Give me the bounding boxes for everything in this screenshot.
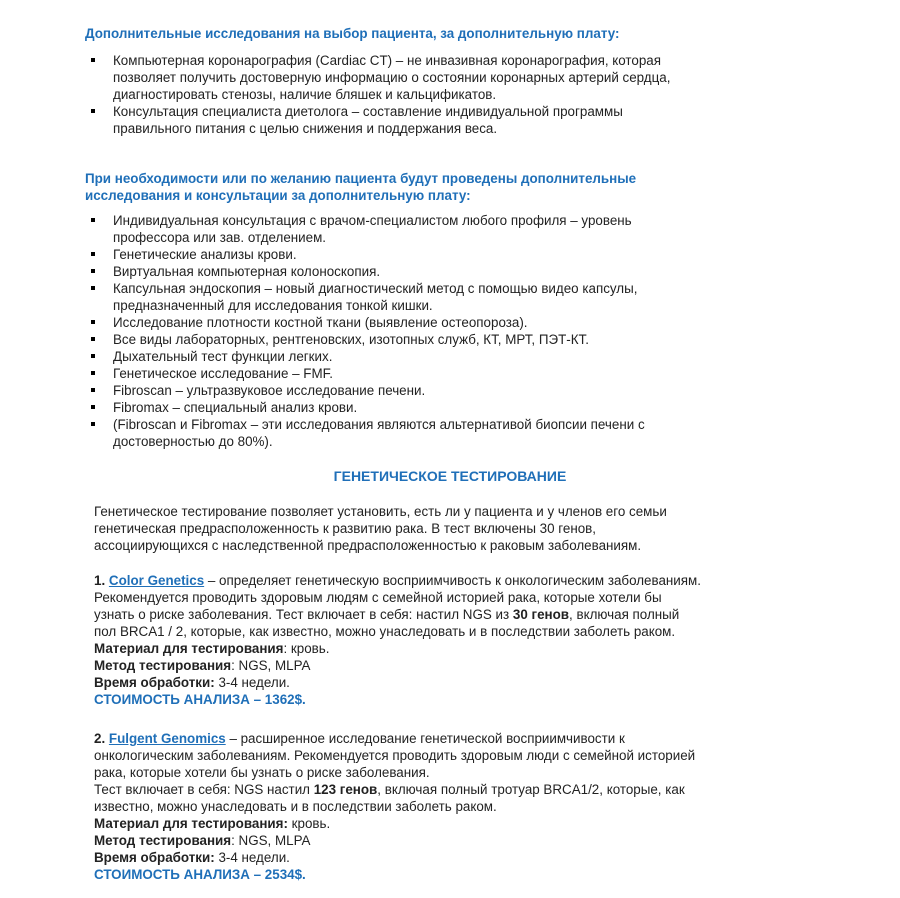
test-fulgent-genomics: 2. Fulgent Genomics – расширенное исследование генетической восприимчивости к онкологическим заболеваниям. Рекомендуется проводить здоровым люди с семейной историей рака, которые хотели бы узнать о риске заболевания. Тест включает в себя: NGS настил 123 генов, включая полный тротуар BRCA1/2, которые, как известно, можно унаследовать и в последствии заболеть раком. Материал для тестирования: кровь. Метод тестирования: NGS, MLPA Время обработки: 3-4 недели. СТОИМОСТЬ АНАЛИЗА – 2534$. — [94, 731, 696, 882]
optional-tests-list — [85, 52, 805, 137]
material-label: Материал для тестирования — [94, 641, 284, 656]
list-item: Fibroscan – ультразвуковое исследование печени. — [85, 382, 805, 399]
list-item: Исследование плотности костной ткани (выявление остеопороза). — [85, 314, 805, 331]
list-item: Капсульная эндоскопия – новый диагностический метод с помощью видео капсулы, предназначенный для исследования тонкой кишки. — [85, 280, 805, 314]
genetic-intro: Генетическое тестирование позволяет установить, есть ли у пациента и у членов его семьи генетическая предрасположенность к развитию рака. В тест включены 30 генов, ассоциирующихся с наследственной предрасположенностью к раковым заболеваниям. — [94, 504, 667, 553]
list-item: (Fibroscan и Fibromax – эти исследования являются альтернативой биопсии печени с достоверностью до 80%). — [85, 416, 805, 450]
list-item: Генетические анализы крови. — [85, 246, 805, 263]
list-item: Fibromax – специальный анализ крови. — [85, 399, 805, 416]
time-label: Время обработки: — [94, 850, 215, 865]
method-label: Метод тестирования — [94, 658, 232, 673]
list-item: Компьютерная коронарография (Cardiac CT) – не инвазивная коронарография, которая позволяет получить достоверную информацию о состоянии коронарных артерий сердца, диагностировать стенозы, наличие бляшек и кальцификатов. — [85, 52, 805, 103]
price-label: СТОИМОСТЬ АНАЛИЗА – 1362$. — [94, 692, 306, 707]
section-heading-additional: При необходимости или по желанию пациента будут проведены дополнительные исследования и консультации за дополнительную плату: — [85, 171, 637, 203]
test-number: 1. — [94, 573, 106, 588]
list-item: Виртуальная компьютерная колоноскопия. — [85, 263, 805, 280]
list-item: Индивидуальная консультация с врачом-специалистом любого профиля – уровень профессора или зав. отделением. — [85, 212, 805, 246]
section-heading-optional: Дополнительные исследования на выбор пациента, за дополнительную плату: — [85, 26, 620, 41]
list-item: Дыхательный тест функции легких. — [85, 348, 805, 365]
list-item: Генетическое исследование – FMF. — [85, 365, 805, 382]
genetic-testing-title: ГЕНЕТИЧЕСКОЕ ТЕСТИРОВАНИЕ — [333, 468, 567, 484]
additional-tests-list — [85, 212, 805, 450]
fulgent-genomics-link[interactable]: Fulgent Genomics — [108, 731, 226, 746]
time-label: Время обработки: — [94, 675, 215, 690]
test-color-genetics: 1. Color Genetics – определяет генетическую восприимчивость к онкологическим заболеваниям. Рекомендуется проводить здоровым людям с семейной историей рака, которые хотели бы узнать о риске заболевания. Тест включает в себя: настил NGS из 30 генов, включая полный пол BRCA1 / 2, которые, как известно, можно унаследовать и в последствии заболеть раком. Материал для тестирования: кровь. Метод тестирования: NGS, MLPA Время обработки: 3-4 недели. СТОИМОСТЬ АНАЛИЗА – 1362$. — [94, 573, 701, 707]
list-item: Консультация специалиста диетолога – составление индивидуальной программы правильного питания с целью снижения и поддержания веса. — [85, 103, 805, 137]
price-label: СТОИМОСТЬ АНАЛИЗА – 2534$. — [94, 867, 306, 882]
test-number: 2. — [94, 731, 106, 746]
method-label: Метод тестирования — [94, 833, 232, 848]
list-item: Все виды лабораторных, рентгеновских, изотопных служб, КТ, МРТ, ПЭТ-КТ. — [85, 331, 805, 348]
material-label: Материал для тестирования: — [94, 816, 288, 831]
color-genetics-link[interactable]: Color Genetics — [108, 573, 205, 588]
